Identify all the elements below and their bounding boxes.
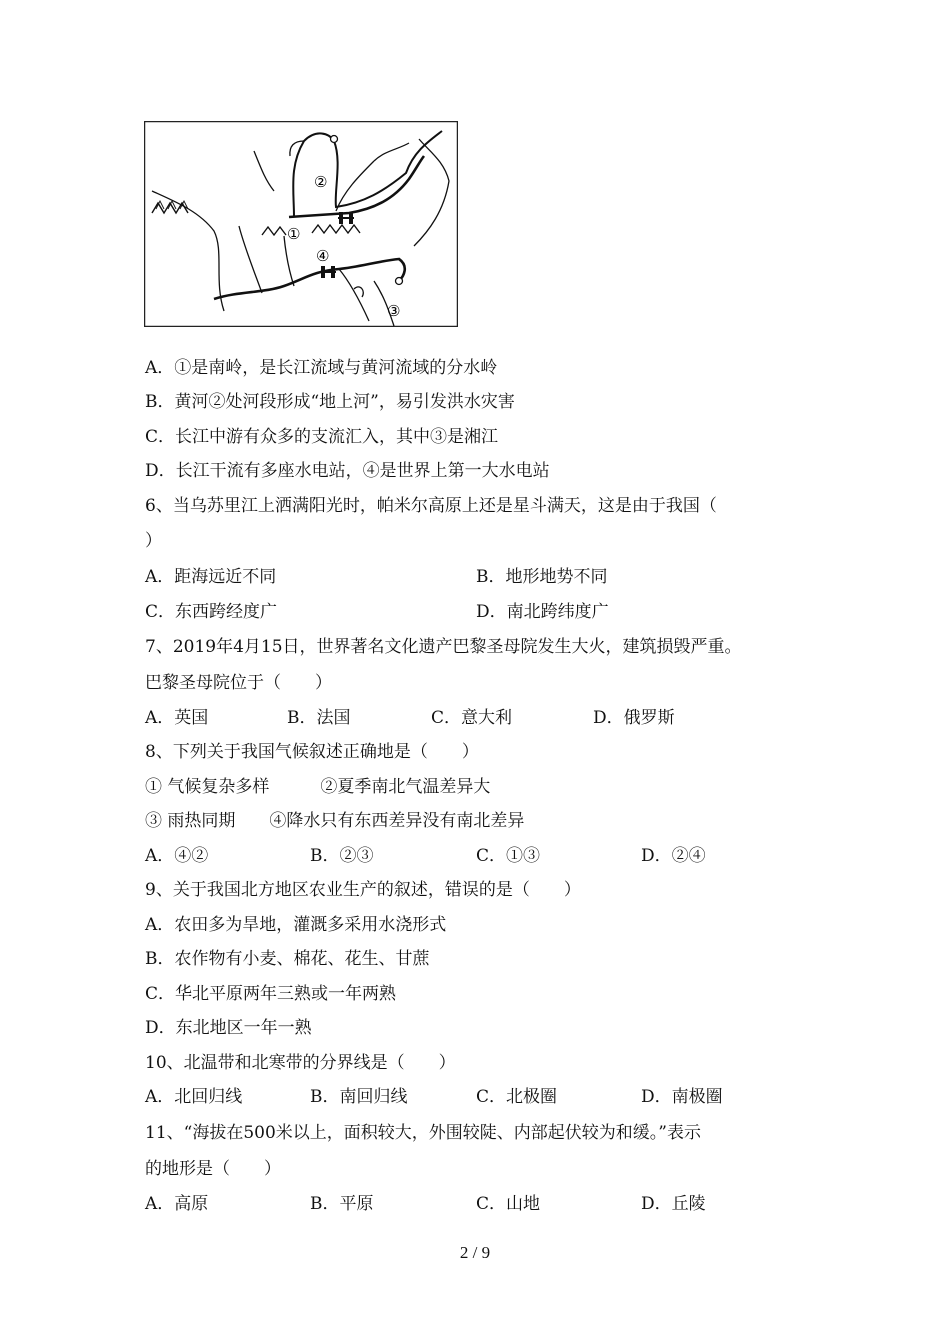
q8-option-c: C．①③ — [476, 846, 541, 866]
q8-option-d: D．②④ — [641, 846, 706, 866]
page-number: 2 / 9 — [459, 1243, 491, 1262]
q5-option-c: C．长江中游有众多的支流汇入，其中③是湘江 — [145, 427, 499, 447]
q11-stem-cont: 的地形是（ ） — [145, 1159, 281, 1179]
q7-stem: 7、2019年4月15日，世界著名文化遗产巴黎圣母院发生大火，建筑损毁严重。 — [145, 637, 742, 657]
q10-option-d: D．南极圈 — [641, 1087, 723, 1107]
q8-option-a: A．④② — [145, 846, 209, 866]
q11-option-b: B．平原 — [310, 1194, 374, 1214]
q6-stem: 6、当乌苏里江上洒满阳光时，帕米尔高原上还是星斗满天，这是由于我国（ — [145, 496, 717, 516]
q8-statements-1: ① 气候复杂多样 ②夏季南北气温差异大 — [145, 777, 491, 797]
q10-stem: 10、北温带和北寒带的分界线是（ ） — [145, 1053, 456, 1073]
q9-option-d: D．东北地区一年一熟 — [145, 1018, 312, 1038]
q5-option-a: A．①是南岭，是长江流域与黄河流域的分水岭 — [145, 358, 498, 378]
q8-statements-2: ③ 雨热同期 ④降水只有东西差异没有南北差异 — [145, 811, 525, 831]
q9-stem: 9、关于我国北方地区农业生产的叙述，错误的是（ ） — [145, 880, 581, 900]
q6-stem-cont: ） — [145, 531, 162, 551]
q10-option-b: B．南回归线 — [310, 1087, 408, 1107]
q7-option-a: A．英国 — [145, 708, 209, 728]
q6-option-a: A．距海远近不同 — [145, 567, 277, 587]
q6-option-c: C．东西跨经度广 — [145, 602, 278, 622]
q5-option-b: B．黄河②处河段形成“地上河”，易引发洪水灾害 — [145, 392, 515, 412]
river-map-figure — [144, 121, 458, 327]
q9-option-c: C．华北平原两年三熟或一年两熟 — [145, 984, 397, 1004]
q7-option-b: B．法国 — [287, 708, 351, 728]
q8-stem: 8、下列关于我国气候叙述正确地是（ ） — [145, 742, 479, 762]
q9-option-b: B．农作物有小麦、棉花、花生、甘蔗 — [145, 949, 430, 969]
map-marker-2: ② — [314, 173, 328, 191]
q10-option-c: C．北极圈 — [476, 1087, 558, 1107]
q7-option-c: C．意大利 — [431, 708, 513, 728]
q11-option-d: D．丘陵 — [641, 1194, 706, 1214]
q11-option-a: A．高原 — [145, 1194, 209, 1214]
map-marker-4: ④ — [316, 247, 330, 265]
q6-option-b: B．地形地势不同 — [476, 567, 608, 587]
q7-option-d: D．俄罗斯 — [593, 708, 675, 728]
q9-option-a: A．农田多为旱地，灌溉多采用水浇形式 — [145, 915, 447, 935]
map-marker-1: ① — [287, 225, 301, 243]
river-map-svg — [144, 121, 458, 327]
q11-stem: 11、“海拔在500米以上，面积较大，外围较陡、内部起伏较为和缓。”表示 — [145, 1123, 701, 1143]
q5-option-d: D．长江干流有多座水电站，④是世界上第一大水电站 — [145, 461, 550, 481]
q7-stem-cont: 巴黎圣母院位于（ ） — [145, 673, 332, 693]
map-marker-3: ③ — [387, 302, 401, 320]
q6-option-d: D．南北跨纬度广 — [476, 602, 609, 622]
q10-option-a: A．北回归线 — [145, 1087, 243, 1107]
q11-option-c: C．山地 — [476, 1194, 541, 1214]
q8-option-b: B．②③ — [310, 846, 374, 866]
